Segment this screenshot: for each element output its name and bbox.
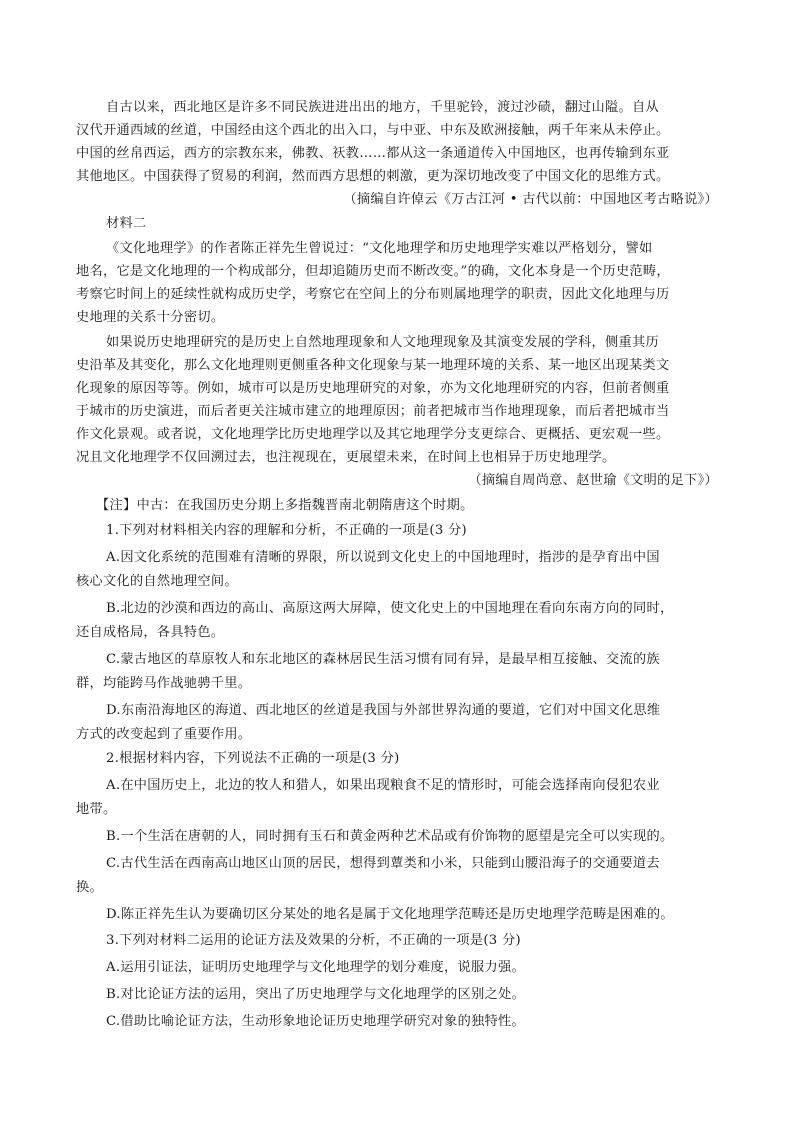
q3-option-c: C.借助比喻论证方法，生动形象地论证历史地理学研究对象的独特性。 <box>106 1014 526 1029</box>
text-line: 化现象的原因等等。例如，城市可以是历史地理研究的对象，亦为文化地理研究的内容，但前者侧重 <box>76 381 670 396</box>
q2-option-a: A.在中国历史上，北边的牧人和猎人，如果出现粮食不足的情形时，可能会选择南向侵犯农业 <box>106 778 660 793</box>
q2-option-a-cont: 地带。 <box>76 802 117 817</box>
q1-option-a: A.因文化系统的范围难有清晰的界限，所以说到文化史上的中国地理时，指涉的是孕育出中国 <box>106 550 660 565</box>
text-line: 《文化地理学》的作者陈正祥先生曾说过：“文化地理学和历史地理学实难以严格划分，譬如 <box>106 241 653 256</box>
q1-option-b-cont: 还自成格局，各具特色。 <box>76 625 225 640</box>
q3-option-a: A.运用引证法，证明历史地理学与文化地理学的划分难度，说服力强。 <box>106 960 525 975</box>
question-2-stem: 2.根据材料内容，下列说法不正确的一项是(3 分) <box>106 751 400 766</box>
text-line: 地名，它是文化地理的一个构成部分，但却追随历史而不断改变。”的确，文化本身是一个历史范畴， <box>76 264 670 279</box>
q1-option-c-cont: 群，均能跨马作战驰骋千里。 <box>76 676 252 691</box>
text-line: 史地理的关系十分密切。 <box>76 310 225 325</box>
text-line: 其他地区。中国获得了贸易的利润，然而西方思想的刺激，更为深切地改变了中国文化的思维方式。 <box>76 169 670 184</box>
text-line: 史沿革及其变化，那么文化地理则更侧重各种文化现象与某一地理环境的关系、某一地区出现某类文 <box>76 358 670 373</box>
q1-option-c: C.蒙古地区的草原牧人和东北地区的森林居民生活习惯有同有异，是最早相互接触、交流的族 <box>106 652 660 667</box>
text-line: 自古以来，西北地区是许多不同民族进进出出的地方，千里驼铃，渡过沙碛，翻过山隘。自从 <box>106 100 659 115</box>
q3-option-b: B.对比论证方法的运用，突出了历史地理学与文化地理学的区别之处。 <box>106 987 526 1002</box>
text-line: 作文化景观。或者说，文化地理学比历史地理学以及其它地理学分支更综合、更概括、更宏观一些。 <box>76 427 670 442</box>
text-line: 于城市的历史演进，而后者更关注城市建立的地理原因；前者把城市当作地理现象，而后者把城市当 <box>76 404 670 419</box>
text-line: 中国的丝帛西运，西方的宗教东来，佛教、祆教……都从这一条通道传入中国地区，也再传输到东亚 <box>76 146 670 161</box>
q2-option-c: C.古代生活在西南高山地区山顶的居民，想得到蕈类和小米，只能到山腰沿海子的交通要道去 <box>106 856 660 871</box>
q2-option-c-cont: 换。 <box>76 880 103 895</box>
citation-source-1: （摘编自许倬云《万古江河 • 古代以前：中国地区考古略说》） <box>343 192 718 207</box>
q1-option-d-cont: 方式的改变起到了重要作用。 <box>76 727 252 742</box>
q2-option-b: B.一个生活在唐朝的人，同时拥有玉石和黄金两种艺术品或有价饰物的愿望是完全可以实现的。 <box>106 829 674 844</box>
question-1-stem: 1.下列对材料相关内容的理解和分析，不正确的一项是(3 分) <box>106 523 467 538</box>
text-line: 况且文化地理学不仅回溯过去，也注视现在，更展望未来，在时间上也相异于历史地理学。 <box>76 450 616 465</box>
section-heading-material-2: 材料二 <box>106 216 147 231</box>
text-line: 如果说历史地理研究的是历史上自然地理现象和人文地理现象及其演变发展的学科，侧重其历 <box>106 335 659 350</box>
text-line: 汉代开通西域的丝道，中国经由这个西北的出入口，与中亚、中东及欧洲接触，两千年来从未停止。 <box>76 123 670 138</box>
q2-option-d: D.陈正祥先生认为要确切区分某处的地名是属于文化地理学范畴还是历史地理学范畴是困难的。 <box>106 907 674 922</box>
text-line: 考察它时间上的延续性就构成历史学，考察它在空间上的分布则属地理学的职责，因此文化地理与历 <box>76 287 670 302</box>
citation-source-2: （摘编自周尚意、赵世瑜《文明的足下》） <box>468 473 718 488</box>
q1-option-b: B.北边的沙漠和西边的高山、高原这两大屏障，使文化史上的中国地理在看向东南方向的同时， <box>106 601 674 616</box>
footnote: 【注】中古：在我国历史分期上多指魏晋南北朝隋唐这个时期。 <box>96 498 474 513</box>
q1-option-d: D.东南沿海地区的海道、西北地区的丝道是我国与外部世界沟通的要道，它们对中国文化思维 <box>106 703 661 718</box>
q1-option-a-cont: 核心文化的自然地理空间。 <box>76 574 238 589</box>
question-3-stem: 3.下列对材料二运用的论证方法及效果的分析，不正确的一项是(3 分) <box>106 933 521 948</box>
